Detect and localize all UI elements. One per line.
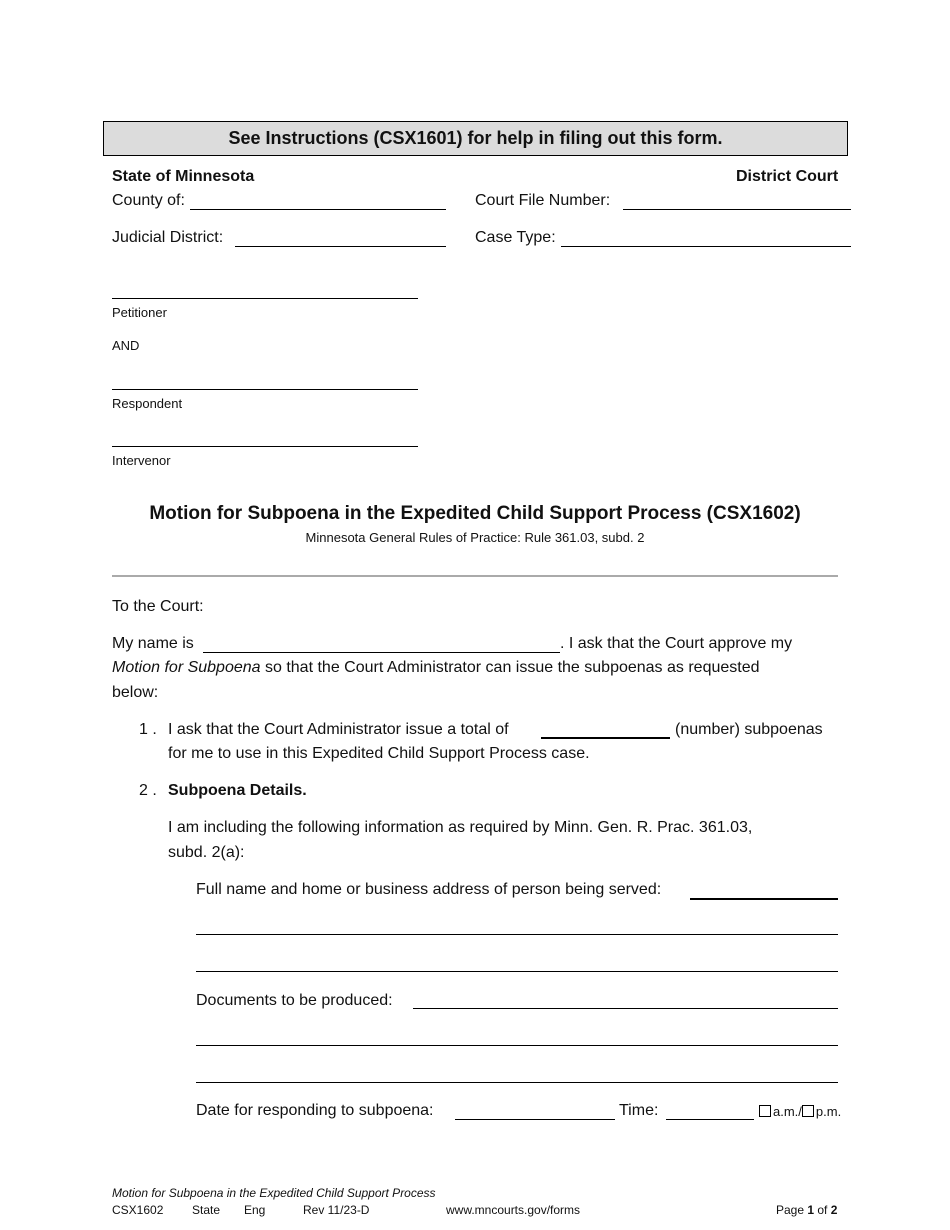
- petitioner-field[interactable]: [112, 298, 418, 299]
- fullname-label: Full name and home or business address of person being served:: [196, 881, 662, 898]
- item1-number: 1 .: [139, 721, 157, 738]
- ampm-group: [759, 1104, 841, 1119]
- documents-field[interactable]: [413, 1008, 838, 1009]
- documents-label: Documents to be produced:: [196, 992, 393, 1009]
- judicial-district-label: Judicial District:: [112, 229, 224, 246]
- footer-lang: Eng: [244, 1203, 266, 1217]
- intervenor-field[interactable]: [112, 446, 418, 447]
- am-label: a.m./: [773, 1104, 802, 1119]
- address-line-1[interactable]: [196, 934, 838, 935]
- footer-url[interactable]: www.mncourts.gov/forms: [446, 1203, 581, 1217]
- motion-italic: Motion for Subpoena: [112, 659, 261, 676]
- footer-state: State: [192, 1203, 221, 1217]
- intervenor-label: Intervenor: [112, 453, 171, 468]
- date-field[interactable]: [455, 1119, 615, 1120]
- subpoena-count-field[interactable]: [541, 737, 670, 739]
- court-file-number-field[interactable]: [623, 209, 851, 210]
- item2-title: Subpoena Details.: [168, 782, 307, 799]
- pm-label: p.m.: [815, 1104, 842, 1119]
- to-court: To the Court:: [112, 598, 204, 615]
- footer-title: Motion for Subpoena in the Expedited Child Support Process: [112, 1186, 436, 1200]
- form-subtitle: Minnesota General Rules of Practice: Rule 361.03, subd. 2: [305, 530, 645, 545]
- respondent-field[interactable]: [112, 389, 418, 390]
- am-checkbox[interactable]: [759, 1105, 771, 1117]
- item2-intro-b: subd. 2(a):: [168, 844, 245, 861]
- time-field[interactable]: [666, 1119, 754, 1120]
- page-total: 2: [830, 1203, 838, 1217]
- name-field[interactable]: [203, 652, 560, 653]
- motion-sentence: [112, 659, 760, 677]
- footer-page: [776, 1203, 837, 1217]
- motion-below: below:: [112, 684, 159, 701]
- court-file-label: Court File Number:: [475, 192, 611, 209]
- motion-rest: so that the Court Administrator can issue the subpoenas as requested: [260, 659, 760, 676]
- address-line-2[interactable]: [196, 971, 838, 972]
- county-field[interactable]: [190, 209, 446, 210]
- documents-line-3[interactable]: [196, 1082, 838, 1083]
- item1-text-c: for me to use in this Expedited Child Support Process case.: [168, 745, 590, 762]
- page-number: 1: [807, 1203, 815, 1217]
- case-type-field[interactable]: [561, 246, 851, 247]
- fullname-field[interactable]: [690, 898, 838, 900]
- page-of: of: [814, 1203, 831, 1217]
- petitioner-label: Petitioner: [112, 305, 167, 320]
- name-prefix: My name is: [112, 635, 194, 652]
- case-type-label: Case Type:: [475, 229, 556, 246]
- item2-intro-a: I am including the following information as required by Minn. Gen. R. Prac. 361.03,: [168, 819, 753, 836]
- footer-rev: Rev 11/23-D: [303, 1203, 370, 1217]
- county-label: County of:: [112, 192, 185, 209]
- pm-checkbox[interactable]: [802, 1105, 814, 1117]
- court-label: District Court: [736, 168, 839, 185]
- item1-text-b: (number) subpoenas: [675, 721, 823, 738]
- name-suffix: . I ask that the Court approve my: [560, 635, 793, 652]
- page-prefix: Page: [776, 1203, 808, 1217]
- judicial-district-field[interactable]: [235, 246, 446, 247]
- footer-code: CSX1602: [112, 1203, 164, 1217]
- documents-line-2[interactable]: [196, 1045, 838, 1046]
- state-label: State of Minnesota: [112, 168, 255, 185]
- divider: [112, 575, 838, 577]
- date-label: Date for responding to subpoena:: [196, 1102, 434, 1119]
- instructions-banner: See Instructions (CSX1601) for help in filing out this form.: [103, 121, 848, 156]
- item2-number: 2 .: [139, 782, 157, 799]
- form-title: Motion for Subpoena in the Expedited Child Support Process (CSX1602): [149, 503, 801, 524]
- time-label: Time:: [619, 1102, 659, 1119]
- item1-text-a: I ask that the Court Administrator issue a total of: [168, 721, 509, 738]
- and-label: AND: [112, 338, 140, 353]
- respondent-label: Respondent: [112, 396, 183, 411]
